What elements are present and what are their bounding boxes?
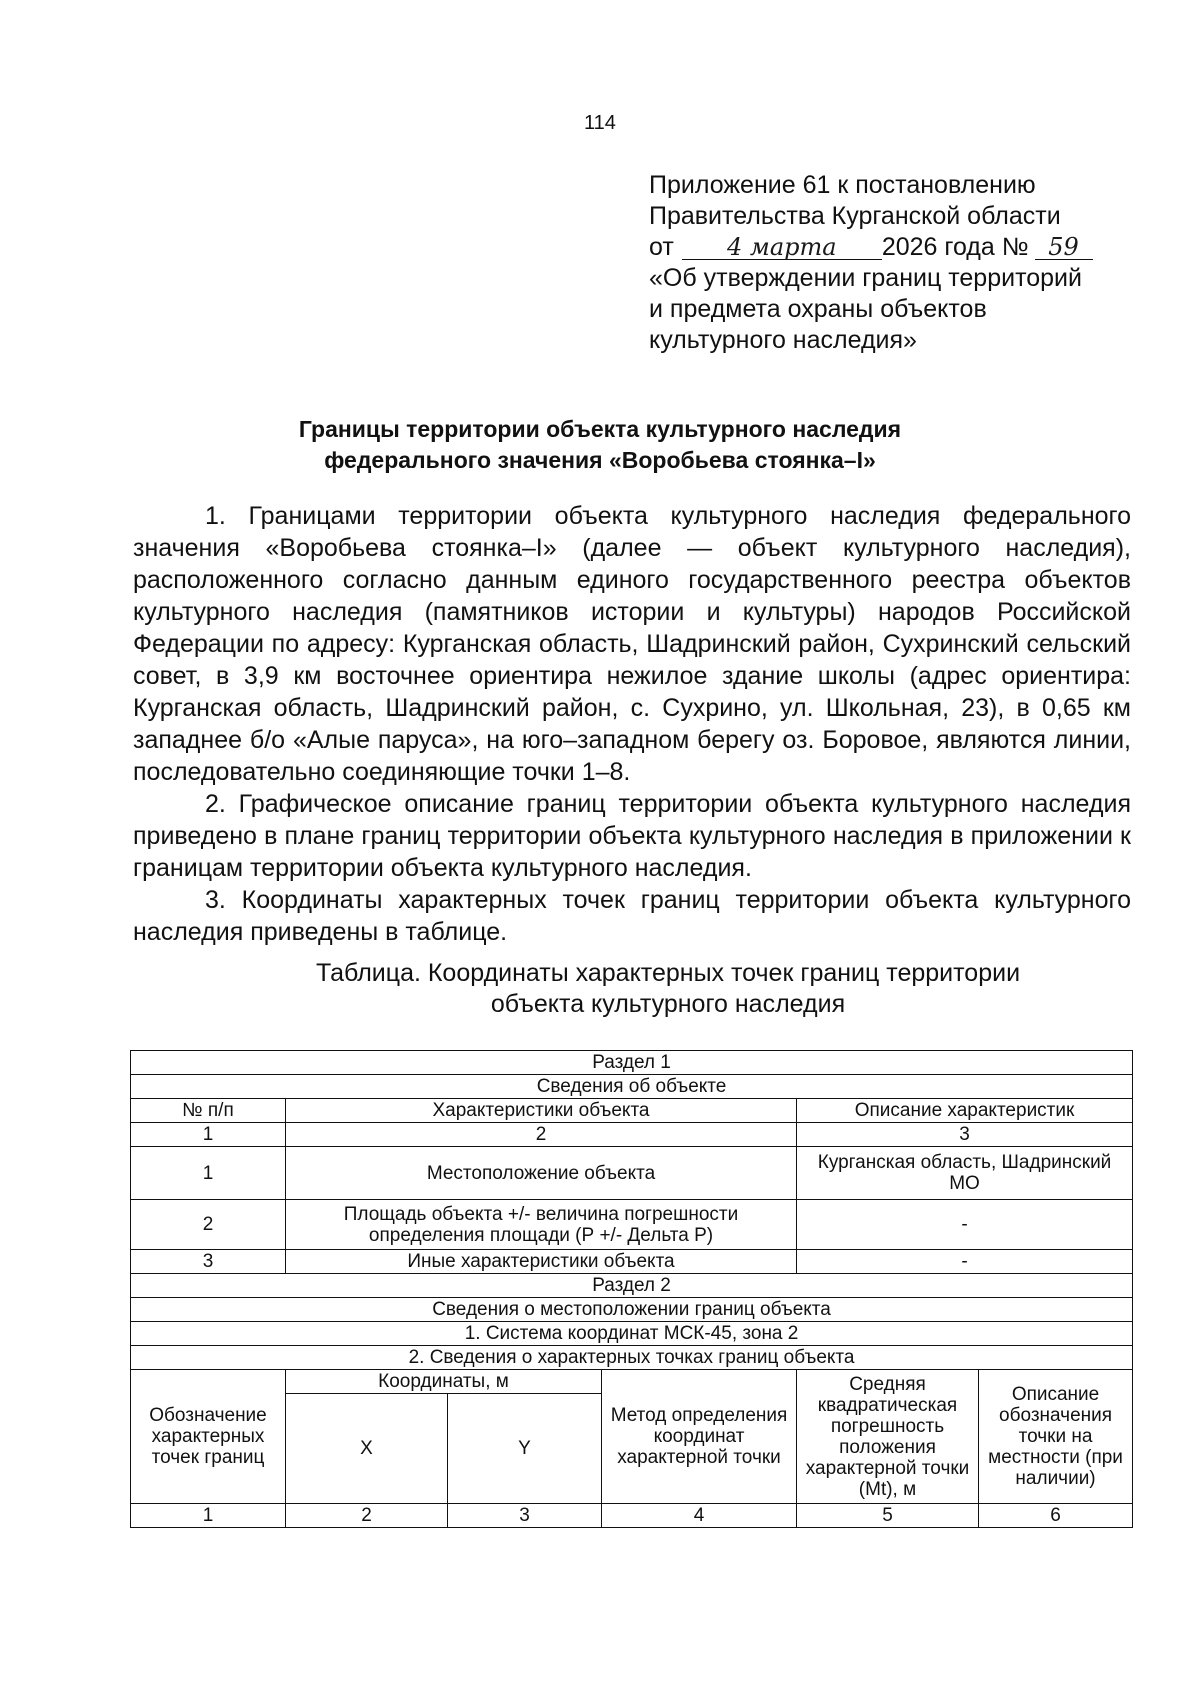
error-header: Средняя квадратическая погрешность положения характерной точки (Mt), м (797, 1370, 979, 1504)
column-number-cell: 6 (979, 1504, 1133, 1528)
appendix-date-line (649, 232, 1119, 263)
title-line: Границы территории объекта культурного наследия (298, 416, 902, 442)
table-row (131, 1274, 1133, 1298)
table-cell: 2 (131, 1200, 286, 1250)
header-cell: Описание характеристик (797, 1099, 1133, 1123)
table-cell: Местоположение объекта (286, 1147, 797, 1200)
section1-subtitle: Сведения об объекте (131, 1075, 1133, 1099)
title-line: федерального значения «Воробьева стоянка–I» (324, 447, 876, 473)
table-row (131, 1250, 1133, 1274)
header-cell: № п/п (131, 1099, 286, 1123)
table-row (131, 1075, 1133, 1099)
appendix-line: Правительства Курганской области (649, 202, 1061, 230)
table-cell: 1 (131, 1147, 286, 1200)
section2-subtitle: Сведения о местоположении границ объекта (131, 1298, 1133, 1322)
paragraph-3: 3. Координаты характерных точек границ территории объекта культурного наследия приведены в таблице. (133, 886, 1131, 946)
points-title: 2. Сведения о характерных точках границ объекта (131, 1346, 1133, 1370)
caption-line: Таблица. Координаты характерных точек границ территории (315, 959, 1021, 987)
paragraph-2: 2. Графическое описание границ территории объекта культурного наследия приведено в плане границ территории объекта культурного наследия в приложении к границам территории объекта культурного наследия. (133, 790, 1131, 882)
column-number-cell: 1 (131, 1504, 286, 1528)
table-cell: - (797, 1250, 1133, 1274)
coord-system: 1. Система координат МСК-45, зона 2 (131, 1322, 1133, 1346)
header-number-cell: 1 (131, 1123, 286, 1147)
column-number-cell: 2 (286, 1504, 448, 1528)
method-header: Метод определения координат характерной точки (602, 1370, 797, 1504)
appendix-line: культурного наследия» (649, 326, 917, 354)
appendix-line: и предмета охраны объектов (649, 295, 987, 323)
handwritten-date: 4 марта (682, 235, 882, 260)
table-cell: Курганская область, Шадринский МО (797, 1147, 1133, 1200)
table-row (131, 1051, 1133, 1075)
paragraph-1: 1. Границами территории объекта культурного наследия федерального значения «Воробьева стоянка–I» (далее — объект культурного наследия), расположенного согласно данным единого государственного реестра объектов культурного наследия (памятников истории и культуры) народов Российской Федерации по адресу: Курганская область, Шадринский район, Сухринский сельский совет, в 3,9 км восточнее ориентира нежилое здание школы (адрес ориентира: Курганская область, Шадринский район, с. Сухрино, ул. Школьная, 23), в 0,65 км западнее б/о «Алые паруса», на юго–западном берегу оз. Боровое, являются линии, последовательно соединяющие точки 1–8. (133, 502, 1131, 786)
year-text: 2026 года № (881, 233, 1029, 261)
table-row (131, 1147, 1133, 1200)
section2-title: Раздел 2 (131, 1274, 1133, 1298)
appendix-line: Приложение 61 к постановлению (649, 171, 1036, 199)
table-row (131, 1200, 1133, 1250)
header-number-cell: 3 (797, 1123, 1133, 1147)
table-row (131, 1322, 1133, 1346)
points-header-row (131, 1370, 1133, 1394)
document-title (0, 414, 1200, 476)
coordinates-header: Координаты, м (286, 1370, 602, 1394)
table-cell: Площадь объекта +/- величина погрешности определения площади (Р +/- Дельта Р) (286, 1200, 797, 1250)
point-description-header: Описание обозначения точки на местности (при наличии) (979, 1370, 1133, 1504)
column-number-cell: 4 (602, 1504, 797, 1528)
y-header: Y (448, 1394, 602, 1504)
from-prefix: от (649, 233, 674, 261)
header-number-cell: 2 (286, 1123, 797, 1147)
handwritten-number: 59 (1035, 235, 1093, 260)
table-row (131, 1123, 1133, 1147)
table-row (131, 1346, 1133, 1370)
coordinates-table (130, 1050, 1133, 1528)
table-header-row (131, 1099, 1133, 1123)
table-caption (0, 958, 1200, 1020)
column-number-cell: 3 (448, 1504, 602, 1528)
table-cell: 3 (131, 1250, 286, 1274)
body-text (133, 500, 1131, 948)
page-number: 114 (584, 112, 616, 134)
section1-title: Раздел 1 (131, 1051, 1133, 1075)
appendix-block (649, 170, 1119, 356)
designation-header: Обозначение характерных точек границ (131, 1370, 286, 1504)
column-number-cell: 5 (797, 1504, 979, 1528)
table-cell: - (797, 1200, 1133, 1250)
table-cell: Иные характеристики объекта (286, 1250, 797, 1274)
caption-line: объекта культурного наследия (490, 990, 846, 1018)
header-cell: Характеристики объекта (286, 1099, 797, 1123)
points-number-row (131, 1504, 1133, 1528)
x-header: X (286, 1394, 448, 1504)
table-row (131, 1298, 1133, 1322)
appendix-line: «Об утверждении границ территорий (649, 264, 1082, 292)
